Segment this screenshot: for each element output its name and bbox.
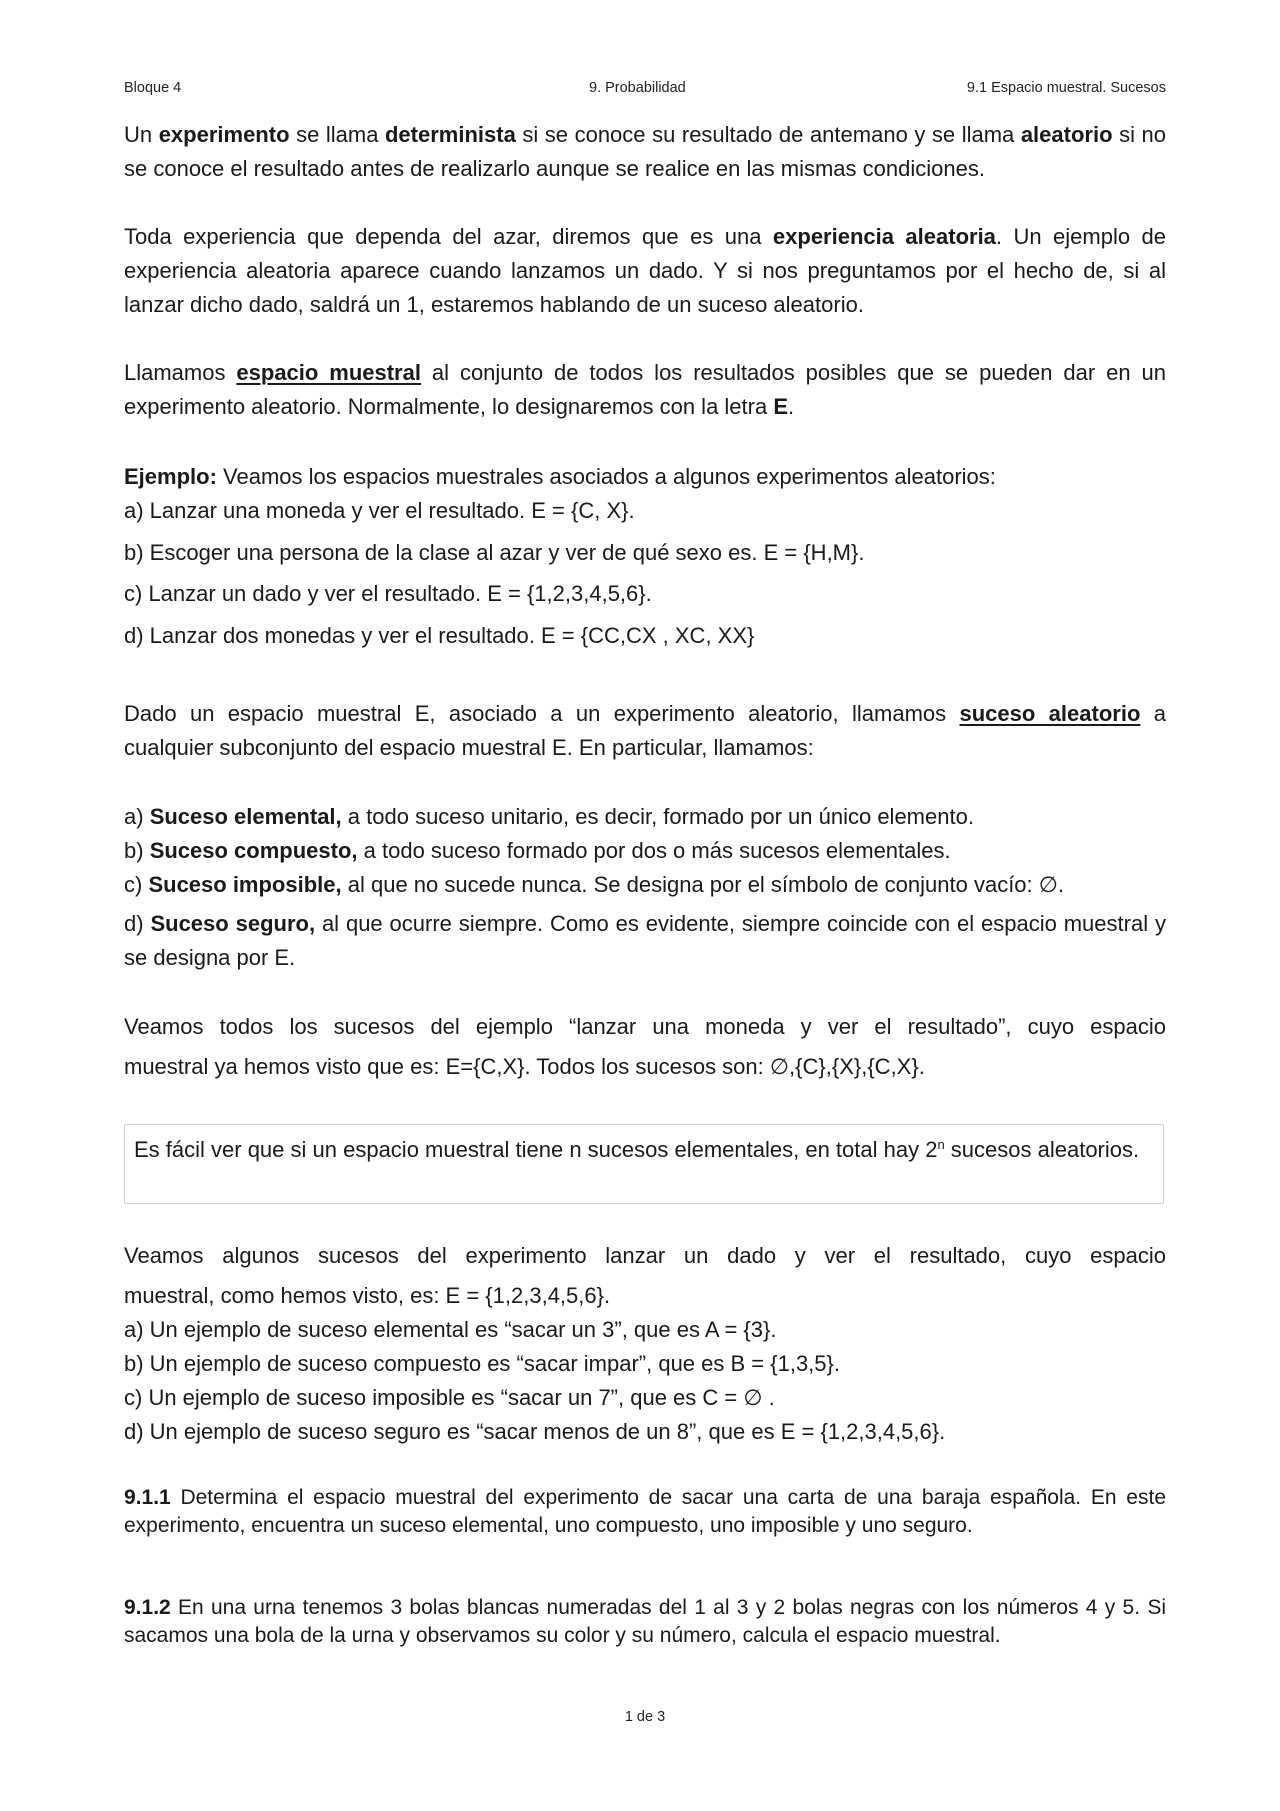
ejemplo-heading: Ejemplo: Veamos los espacios muestrales asociados a algunos experimentos aleatorios:	[124, 464, 996, 489]
moneda-line-2: muestral ya hemos visto que es: E={C,X}. Todos los sucesos son: ∅,{C},{X},{C,X}.	[124, 1054, 925, 1079]
experiencia-paragraph: Toda experiencia que dependa del azar, diremos que es una experiencia aleatoria. Un ejemplo de experiencia aleatoria aparece cuando lanzamos un dado. Y si nos preguntamos por el hecho de, si al lanzar dicho dado, saldrá un 1, estaremos hablando de un suceso aleatorio.	[124, 224, 1166, 317]
note-box	[124, 1124, 1164, 1204]
dado-intro-line-2: muestral, como hemos visto, es: E = {1,2,3,4,5,6}.	[124, 1283, 611, 1308]
list-item: b) Un ejemplo de suceso compuesto es “sacar impar”, que es B = {1,3,5}.	[124, 1351, 840, 1376]
intro-paragraph: Un experimento se llama determinista si se conoce su resultado de antemano y se llama aleatorio si no se conoce el resultado antes de realizarlo aunque se realice en las mismas condiciones.	[124, 122, 1166, 181]
list-item: b) Suceso compuesto, a todo suceso formado por dos o más sucesos elementales.	[124, 838, 951, 863]
list-item: d) Lanzar dos monedas y ver el resultado. E = {CC,CX , XC, XX}	[124, 623, 755, 648]
header-chapter: 9. Probabilidad	[589, 80, 686, 96]
list-item: a) Suceso elemental, a todo suceso unitario, es decir, formado por un único elemento.	[124, 804, 974, 829]
page-number: 1 de 3	[624, 1709, 666, 1725]
list-item: c) Suceso imposible, al que no sucede nunca. Se designa por el símbolo de conjunto vacío: ∅.	[124, 872, 1065, 897]
espacio-muestral-paragraph: Llamamos espacio muestral al conjunto de todos los resultados posibles que se pueden dar en un experimento aleatorio. Normalmente, lo designaremos con la letra E.	[124, 360, 1167, 419]
list-item: d) Un ejemplo de suceso seguro es “sacar menos de un 8”, que es E = {1,2,3,4,5,6}.	[124, 1419, 946, 1444]
list-item: d) Suceso seguro, al que ocurre siempre. Como es evidente, siempre coincide con el espacio muestral y se designa por E.	[124, 911, 1166, 970]
dado-intro-line-1: Veamos algunos sucesos del experimento lanzar un dado y ver el resultado, cuyo espacio	[124, 1243, 1166, 1268]
note-text: Es fácil ver que si un espacio muestral tiene n sucesos elementales, en total hay 2$^n$ sucesos aleatorios.	[134, 1137, 1140, 1162]
list-item: a) Un ejemplo de suceso elemental es “sacar un 3”, que es A = {3}.	[124, 1317, 777, 1342]
moneda-line-1: Veamos todos los sucesos del ejemplo “lanzar una moneda y ver el resultado”, cuyo espacio	[124, 1014, 1166, 1039]
list-item: c) Lanzar un dado y ver el resultado. E = {1,2,3,4,5,6}.	[124, 581, 652, 606]
list-item: c) Un ejemplo de suceso imposible es “sacar un 7”, que es C = ∅ .	[124, 1385, 775, 1410]
exercise-9-1-2: 9.1.2 En una urna tenemos 3 bolas blancas numeradas del 1 al 3 y 2 bolas negras con los números 4 y 5. Si sacamos una bola de la urna y observamos su color y su número, calcula el espacio muestral.	[124, 1596, 1166, 1647]
list-item: b) Escoger una persona de la clase al azar y ver de qué sexo es. E = {H,M}.	[124, 540, 865, 565]
list-item: a) Lanzar una moneda y ver el resultado. E = {C, X}.	[124, 498, 635, 523]
header-block: Bloque 4	[124, 80, 182, 96]
page-header	[124, 80, 1166, 100]
header-section: 9.1 Espacio muestral. Sucesos	[966, 80, 1166, 96]
suceso-aleatorio-paragraph: Dado un espacio muestral E, asociado a un experimento aleatorio, llamamos suceso aleatorio a cualquier subconjunto del espacio muestral E. En particular, llamamos:	[124, 701, 1166, 760]
exercise-9-1-1: 9.1.1 Determina el espacio muestral del experimento de sacar una carta de una baraja española. En este experimento, encuentra un suceso elemental, uno compuesto, uno imposible y uno seguro.	[124, 1486, 1166, 1537]
